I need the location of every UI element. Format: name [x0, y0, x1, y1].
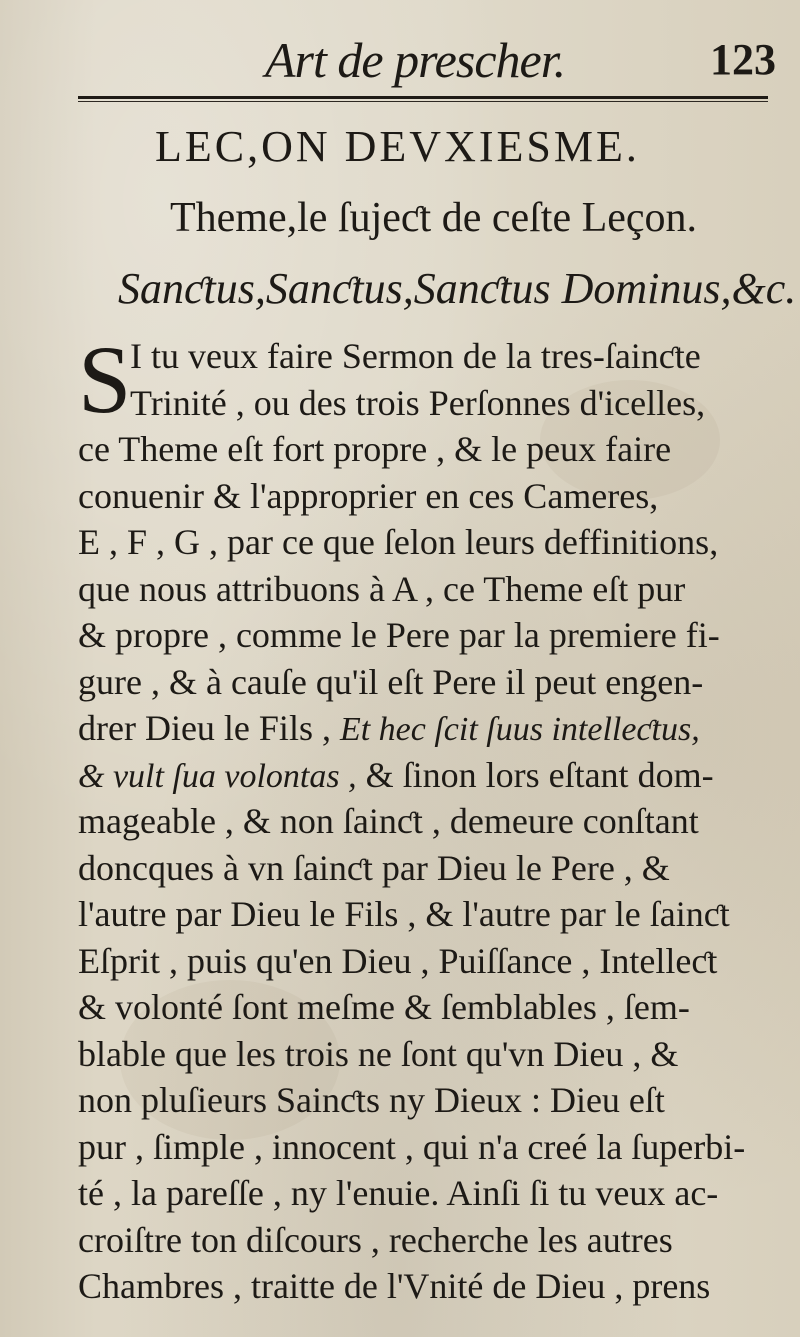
latin-inline: Et hec ſcit ſuus intelleƈtus,: [339, 711, 700, 748]
text-line: pur , ſimple , innocent , qui n'a creé la ſuperbi-: [78, 1126, 746, 1167]
body-text: [78, 333, 790, 1310]
text-line: E , F , G , par ce que ſelon leurs deffinitions,: [78, 522, 719, 562]
latin-theme: Sanƈtus,Sanƈtus,Sanƈtus Dominus,&c.: [118, 264, 797, 313]
text-line: ce Theme eſt fort propre , & le peux faire: [78, 429, 672, 469]
text-line: té , la pareſſe , ny l'enuie. Ainſi ſi tu veux ac-: [78, 1173, 719, 1213]
text-line: que nous attribuons à A , ce Theme eſt pur: [78, 568, 686, 609]
text-line: blable que les trois ne ſont qu'vn Dieu , &: [78, 1033, 679, 1074]
text-line-part: & ſinon lors eſtant dom-: [356, 754, 714, 795]
page-number: 123: [710, 35, 776, 84]
text-line-part: drer Dieu le Fils ,: [78, 708, 331, 748]
text-line: gure , & à cauſe qu'il eſt Pere il peut engen-: [78, 661, 704, 702]
lesson-title: LEC,ON DEVXIESME.: [155, 122, 640, 171]
text-line: [78, 752, 790, 799]
text-line: non pluſieurs Sainƈts ny Dieux : Dieu eſt: [78, 1080, 665, 1120]
drop-cap: S: [78, 335, 132, 427]
page-header: [0, 22, 800, 92]
text-line: conuenir & l'approprier en ces Cameres,: [78, 475, 659, 516]
text-line: doncques à vn ſainƈt par Dieu le Pere , &: [78, 847, 670, 888]
text-line: & propre , comme le Pere par la premiere fi-: [78, 615, 720, 655]
text-line: I tu veux faire Sermon de la tres-ſainƈte: [130, 336, 701, 376]
theme-line: Theme,le ſujeƈt de ceſte Leçon.: [170, 195, 698, 241]
text-line: Trinité , ou des trois Perſonnes d'icelles,: [130, 382, 706, 423]
text-line: l'autre par Dieu le Fils , & l'autre par le ſainƈt: [78, 894, 730, 934]
text-line: croiſtre ton diſcours , recherche les autres: [78, 1219, 673, 1260]
text-line: Eſprit , puis qu'en Dieu , Puiſſance , Intelleƈt: [78, 940, 718, 981]
header-rule: [78, 96, 768, 102]
text-line: [78, 705, 790, 752]
running-head: Art de prescher.: [265, 32, 566, 88]
text-line: Chambres , traitte de l'Vnité de Dieu , prens: [78, 1266, 711, 1306]
text-line: mageable , & non ſainƈt , demeure conſtant: [78, 801, 699, 841]
latin-inline: & vult ſua volontas ,: [78, 757, 357, 795]
text-line: & volonté ſont meſme & ſemblables , ſem-: [78, 987, 690, 1027]
